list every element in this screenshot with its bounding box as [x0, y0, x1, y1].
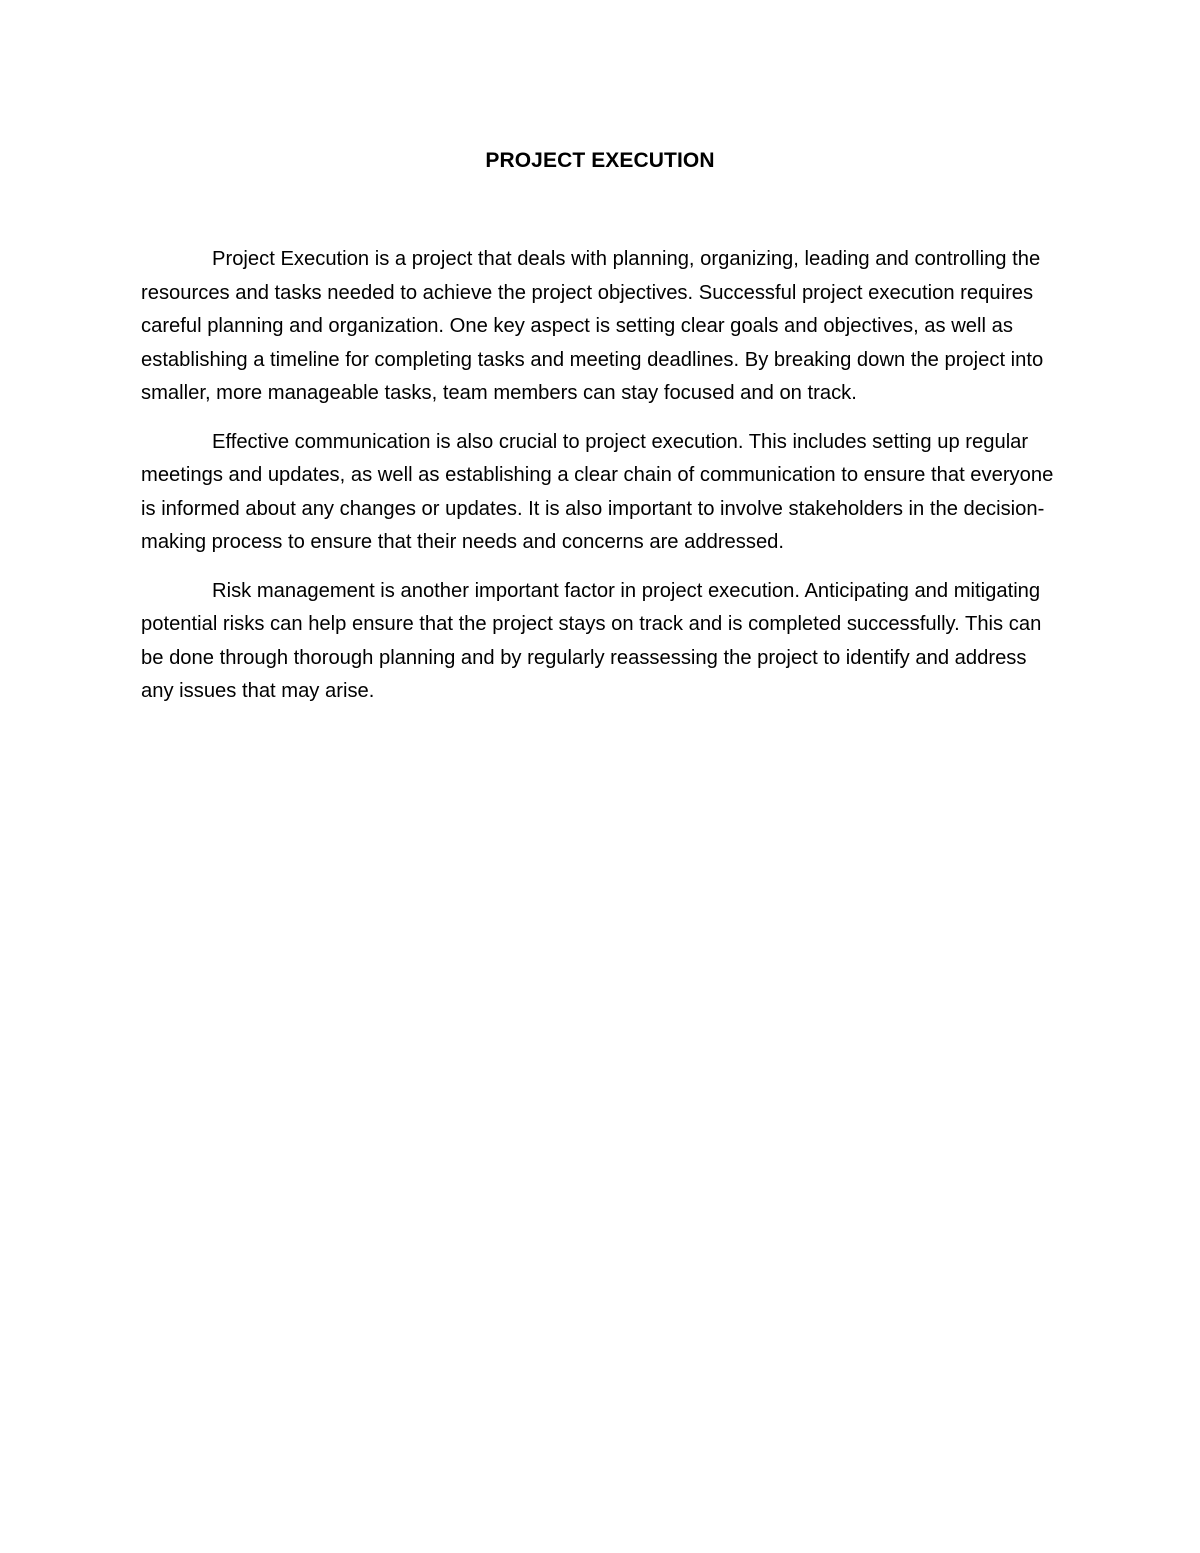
- paragraph-2: Effective communication is also crucial to project execution. This includes setting up regular meetings and updates, as well as establishing a clear chain of communication to ensure that everyone is informed about any changes or updates. It is also important to involve stakeholders in the decision-making process to ensure that their needs and concerns are addressed.: [141, 430, 1054, 553]
- document-body: [141, 243, 1061, 724]
- document-title: PROJECT EXECUTION: [485, 149, 715, 172]
- paragraph-3: Risk management is another important factor in project execution. Anticipating and mitigating potential risks can help ensure that the project stays on track and is completed successfully. This can be done through thorough planning and by regularly reassessing the project to identify and address any issues that may arise.: [141, 579, 1042, 702]
- paragraph-1: Project Execution is a project that deals with planning, organizing, leading and controlling the resources and tasks needed to achieve the project objectives. Successful project execution requires careful planning and organization. One key aspect is setting clear goals and objectives, as well as establishing a timeline for completing tasks and meeting deadlines. By breaking down the project into smaller, more manageable tasks, team members can stay focused and on track.: [141, 248, 1044, 404]
